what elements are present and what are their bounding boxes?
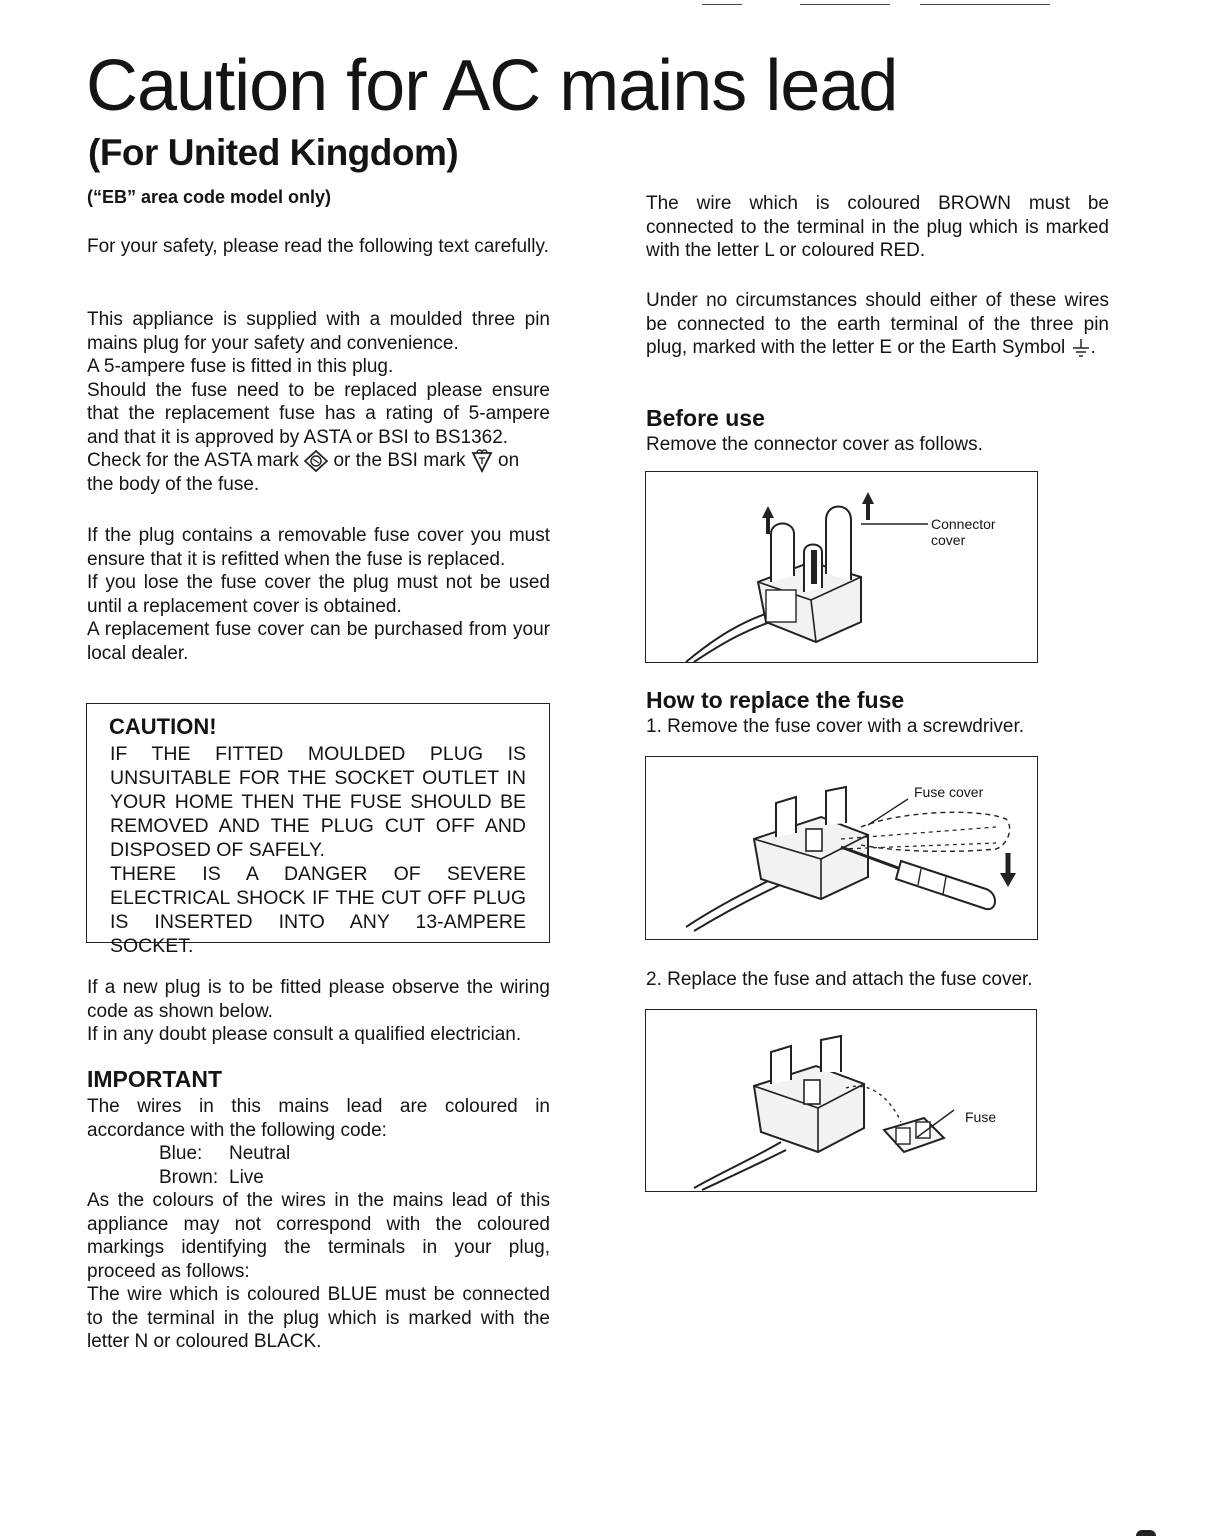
area-code-note: (“EB” area code model only) [87, 187, 332, 207]
caution-text [110, 742, 526, 958]
caution-line: IF THE FITTED MOULDED PLUG IS UNSUITABLE FOR THE SOCKET OUTLET IN YOUR HOME THEN THE FUSE SHOULD BE REMOVED AND THE PLUG CUT OFF AND DISPOSED OF SAFELY. [110, 743, 526, 861]
check-mark-text: Check for the ASTA mark [87, 450, 299, 472]
earth-text [646, 289, 1109, 360]
brown-wire-text: The wire which is coloured BROWN must be connected to the terminal in the plug which is marked with the letter L or coloured RED. [646, 193, 1109, 261]
important-heading: IMPORTANT [87, 1066, 223, 1092]
step-2-text: 2. Replace the fuse and attach the fuse cover. [646, 969, 1033, 990]
important-paragraph [87, 1095, 550, 1354]
new-plug-paragraph [87, 976, 550, 1047]
earth-warning: Under no circumstances should either of these wires be connected to the earth terminal of the three pin plug, marked with the letter E or the Earth Symbol [646, 290, 1109, 358]
earth-paragraph [646, 289, 1109, 360]
scan-mark [702, 4, 742, 5]
before-use-heading: Before use [646, 405, 765, 431]
step-1-text: 1. Remove the fuse cover with a screwdriver. [646, 716, 1025, 737]
fuse-replacement-illustration [646, 1010, 1038, 1193]
wire-meaning: Live [229, 1166, 264, 1188]
earth-end: . [1090, 337, 1096, 358]
fuse-label: Fuse [965, 1109, 997, 1125]
page-title: Caution for AC mains lead [86, 46, 898, 126]
check-mark-text: on the body of the fuse. [87, 450, 520, 495]
before-use-text: Remove the connector cover as follows. [646, 434, 983, 455]
supply-line: A 5-ampere fuse is fitted in this plug. [87, 356, 394, 377]
scan-mark [800, 4, 890, 5]
caution-line: THERE IS A DANGER OF SEVERE ELECTRICAL SHOCK IF THE CUT OFF PLUG IS INSERTED INTO ANY 13-AMPERE SOCKET. [110, 863, 526, 957]
wire-meaning: Neutral [229, 1143, 291, 1164]
new-plug-line: If a new plug is to be fitted please observe the wiring code as shown below. [87, 977, 550, 1022]
caution-title: CAUTION! [109, 714, 217, 739]
important-after: As the colours of the wires in the mains lead of this appliance may not correspond with the coloured markings identifying the terminals in your plug, proceed as follows: [87, 1190, 550, 1282]
supply-paragraph [87, 308, 550, 497]
brown-wire-paragraph [646, 192, 1109, 263]
connector-label: cover [931, 532, 966, 548]
wire-code-row [87, 1166, 550, 1190]
new-plug-line: If in any doubt please consult a qualified electrician. [87, 1024, 522, 1045]
check-mark-text: or the BSI mark [333, 450, 466, 472]
page-corner-mark [1136, 1530, 1156, 1536]
fuse-cover-line: If you lose the fuse cover the plug must not be used until a replacement cover is obtained. [87, 572, 550, 617]
connector-cover-figure [645, 471, 1038, 663]
check-mark-line [87, 449, 550, 497]
intro-paragraph [87, 235, 550, 259]
fuse-cover-line: A replacement fuse cover can be purchased from your local dealer. [87, 619, 550, 664]
earth-symbol-icon [1071, 337, 1091, 359]
blue-wire-text: The wire which is coloured BLUE must be connected to the terminal in the plug which is marked with the letter N or coloured BLACK. [87, 1284, 550, 1352]
page-subtitle: (For United Kingdom) [88, 132, 459, 173]
bsi-kitemark-icon [471, 449, 493, 473]
asta-mark-icon [304, 450, 328, 472]
fuse-cover-line: If the plug contains a removable fuse cover you must ensure that it is refitted when the fuse is replaced. [87, 525, 550, 570]
fuse-cover-paragraph [87, 524, 550, 665]
wire-colour: Brown: [159, 1166, 219, 1188]
wire-code-row [87, 1142, 550, 1166]
scan-mark [920, 4, 1050, 5]
important-intro: The wires in this mains lead are coloured in accordance with the following code: [87, 1096, 550, 1141]
wire-colour: Blue: [159, 1143, 203, 1164]
intro-text: For your safety, please read the following text carefully. [87, 236, 549, 257]
caution-box [86, 703, 550, 957]
supply-line: Should the fuse need to be replaced please ensure that the replacement fuse has a rating of 5-ampere and that it is approved by ASTA or BSI to BS1362. [87, 379, 550, 448]
replace-fuse-heading: How to replace the fuse [646, 687, 905, 713]
fuse-cover-label: Fuse cover [914, 784, 984, 800]
connector-label: Connector [931, 516, 996, 532]
plug-connector-illustration [646, 472, 1039, 664]
fuse-figure [645, 1009, 1037, 1192]
fuse-cover-figure [645, 756, 1038, 940]
supply-line: This appliance is supplied with a moulded three pin mains plug for your safety and convenience. [87, 309, 550, 354]
